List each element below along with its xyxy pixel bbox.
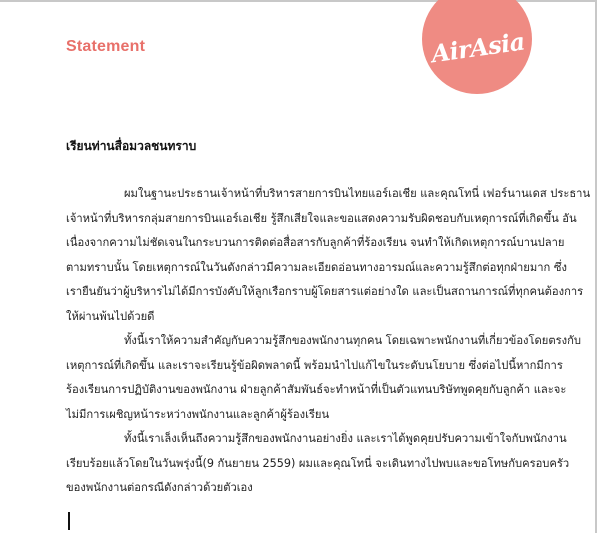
text-line: ไม่มีการเผชิญหน้าระหว่างพนักงานและลูกค้าผู้ร้องเรียน	[66, 407, 330, 421]
text-line: เรียบร้อยแล้วโดยในวันพรุ่งนี้(9 กันยายน 2559) ผมและคุณโทนี่ จะเดินทางไปพบและขอโทษกับครอบครัว	[66, 456, 570, 470]
text-line: ให้ผ่านพ้นไปด้วยดี	[66, 309, 155, 323]
paragraph-3	[66, 427, 570, 501]
paragraph-2	[66, 329, 581, 427]
text-line: เหตุการณ์ที่เกิดขึ้น และเราจะเรียนรู้ข้อผิดพลาดนี้ พร้อมนำไปแก้ไขในระดับนโยบาย ซึ่งต่อไปนี้หากมีการ	[66, 358, 563, 372]
document-body	[66, 182, 591, 501]
text-line: ของพนักงานต่อกรณีดังกล่าวด้วยตัวเอง	[66, 481, 253, 494]
text-line: เจ้าหน้าที่บริหารกลุ่มสายการบินแอร์เอเชีย รู้สึกเสียใจและขอแสดงความรับผิดชอบกับเหตุการณ์ที่เกิดขึ้น อัน	[66, 211, 577, 225]
logo-text: AirAsia	[429, 26, 527, 68]
document-title: Statement	[66, 38, 146, 55]
paragraph-1	[66, 182, 591, 329]
text-line: ตามทราบนั้น โดยเหตุการณ์ในวันดังกล่าวมีความละเอียดอ่อนทางอารมณ์และความรู้สึกต่อทุกฝ่ายมาก ซึ่ง	[66, 260, 567, 274]
text-line: เนื่องจากความไม่ชัดเจนในกระบวนการติดต่อสื่อสารกับลูกค้าที่ร้องเรียน จนทำให้เกิดเหตุการณ์บานปลาย	[66, 236, 565, 249]
airasia-logo	[422, 0, 532, 94]
salutation: เรียนท่านสื่อมวลชนทราบ	[66, 139, 197, 153]
text-cursor	[68, 512, 70, 530]
text-line: ทั้งนี้เราเล็งเห็นถึงความรู้สึกของพนักงานอย่างยิ่ง และเราได้พูดคุยปรับความเข้าใจกับพนักงาน	[124, 432, 567, 445]
text-line: เรายืนยันว่าผู้บริหารไม่ได้มีการบังคับให้ลูกเรือกราบผู้โดยสารแต่อย่างใด และเป็นสถานการณ์ที่ทุกคนต้องการ	[66, 285, 584, 298]
text-line: ร้องเรียนการปฏิบัติงานของพนักงาน ฝ่ายลูกค้าสัมพันธ์จะทำหน้าที่เป็นตัวแทนบริษัทพูดคุยกับลูกค้า และจะ	[66, 383, 567, 396]
text-line: ทั้งนี้เราให้ความสำคัญกับความรู้สึกของพนักงานทุกคน โดยเฉพาะพนักงานที่เกี่ยวข้องโดยตรงกับ	[124, 334, 581, 347]
text-line: ผมในฐานะประธานเจ้าหน้าที่บริหารสายการบินไทยแอร์เอเชีย และคุณโทนี่ เฟอร์นานเดส ประธาน	[124, 187, 591, 200]
